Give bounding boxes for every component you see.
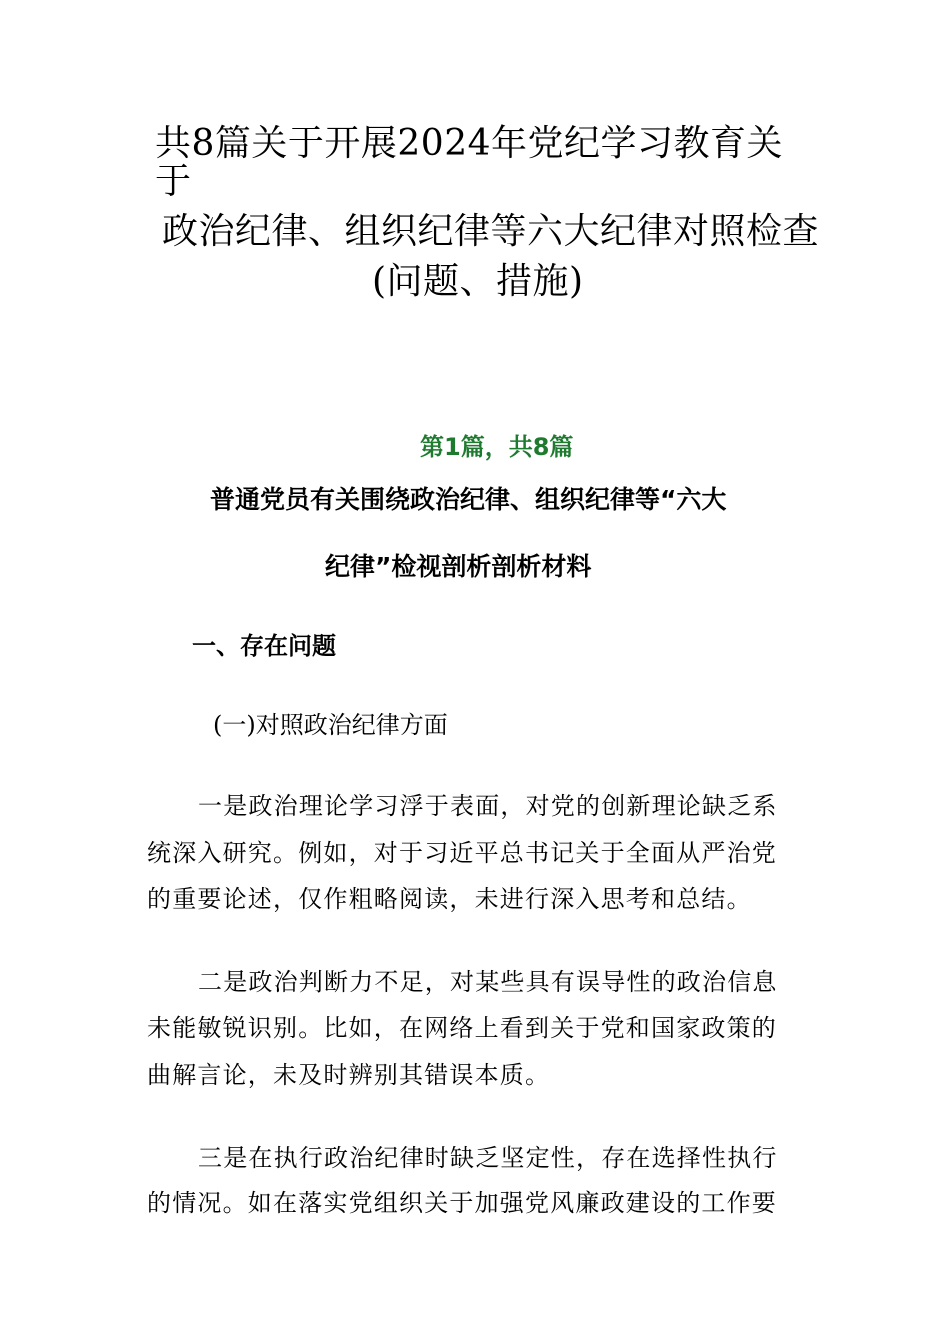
paragraph-2-line-2: 未能敏锐识别。比如，在网络上看到关于党和国家政策的 (147, 1014, 777, 1042)
paragraph-3-line-2: 的情况。如在落实党组织关于加强党风廉政建设的工作要 (147, 1189, 777, 1217)
main-title-line-2: 于 (155, 161, 192, 202)
main-title-line-4: (问题、措施) (372, 261, 584, 302)
section-heading: 一、存在问题 (192, 632, 336, 660)
paragraph-2-line-3: 曲解言论，未及时辨别其错误本质。 (147, 1061, 551, 1089)
paragraph-3-line-1: 三是在执行政治纪律时缺乏坚定性，存在选择性执行 (198, 1144, 778, 1172)
paragraph-1-line-3: 的重要论述，仅作粗略阅读，未进行深入思考和总结。 (147, 885, 752, 913)
main-title-line-3: 政治纪律、组织纪律等六大纪律对照检查 (162, 211, 820, 252)
paragraph-1-line-2: 统深入研究。例如，对于习近平总书记关于全面从严治党 (147, 839, 777, 867)
subsection-heading: (一)对照政治纪律方面 (213, 711, 448, 739)
part-counter: 第1篇，共8篇 (420, 433, 574, 461)
paragraph-1-line-1: 一是政治理论学习浮于表面，对党的创新理论缺乏系 (198, 792, 778, 820)
paragraph-2-line-1: 二是政治判断力不足，对某些具有误导性的政治信息 (198, 968, 778, 996)
article-title-line-1: 普通党员有关围绕政治纪律、组织纪律等“六大 (210, 485, 727, 514)
main-title-line-1: 共8篇关于开展2024年党纪学习教育关 (155, 123, 784, 164)
article-title-line-2: 纪律”检视剖析剖析材料 (325, 552, 592, 581)
